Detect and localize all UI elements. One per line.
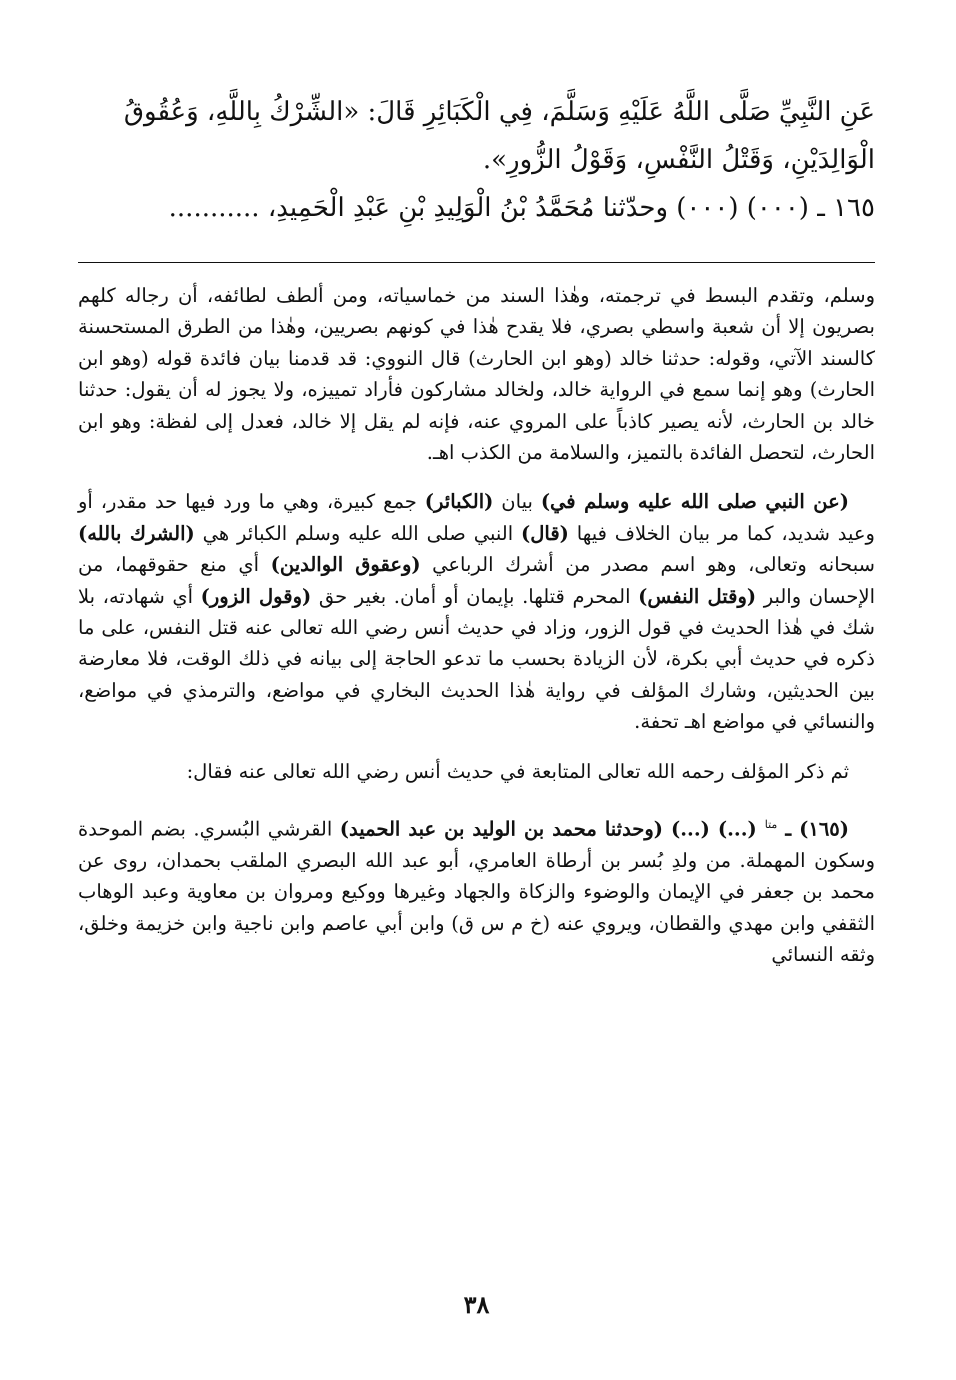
- footnote-divider: [78, 262, 875, 263]
- commentary-text: [78, 280, 875, 971]
- hadith-line-1: عَنِ النَّبِيِّ صَلَّى اللَّهُ عَلَيْهِ وَسَلَّمَ، فِي الْكَبَائِرِ قَالَ: «الشِّرْكُ بِاللَّهِ، وَعُقُوقُ: [123, 97, 875, 127]
- mutabaah-symbol: متا: [764, 818, 778, 832]
- commentary-paragraph-3: ثم ذكر المؤلف رحمه الله تعالى المتابعة في حديث أنس رضي الله تعالى عنه فقال:: [186, 759, 849, 783]
- commentary-paragraph-1: وسلم، وتقدم البسط في ترجمته، وهٰذا السند من خماسياته، ومن ألطف لطائفه، أن رجاله كلهم بصريون إلا أن شعبة واسطي بصري، فلا يقدح هٰذا في كونهم بصريين، وهٰذا من الطرق المستحسنة كالسند الآتي، وقوله: حدثنا خالد (وهو ابن الحارث) قال النووي: قد قدمنا بيان فائدة قوله (وهو ابن الحارث) وهو إنما سمع في الرواية خالد، ولخالد مشاركون فأراد تمييزه، ولا يجوز له أن يقول: حدثنا خالد بن الحارث، لأنه يصير كاذباً على المروي عنه، فإنه لم يقل إلا خالد، فعدل إلى لفظة: وهو ابن الحارث، لتحصل الفائدة بالتميز، والسلامة من الكذب اهـ.: [78, 284, 875, 465]
- commentary-paragraph-4: (١٦٥) ـ $^{متا}$ (...) (...) (وحدثنا محمد بن الوليد بن عبد الحميد) القرشي البُسري. بضم الموحدة وسكون المهملة. من ولدِ بُسر بن أرطاة العامري، أبو عبد الله البصري الملقب بحمدان، روى عن محمد بن جعفر في الإيمان والوضوء والزكاة والجهاد وغيرها ووكيع ومروان بن معاوية وعبد الوهاب الثقفي وابن مهدي والقطان، ويروي عنه (خ م س ق) وابن أبي عاصم وابن ناجية وابن خزيمة وخلق، وثقه النسائي: [78, 817, 875, 967]
- hadith-line-2: الْوَالِدَيْنِ، وَقَتْلُ النَّفْسِ، وَقَوْلُ الزُّورِ».: [482, 145, 875, 175]
- document-page: [78, 0, 875, 1380]
- hadith-text: [78, 88, 875, 232]
- page-number: ٣٨: [463, 1290, 490, 1319]
- hadith-chain-heading: ١٦٥ ـ (٠٠٠) (٠٠٠) وحدّثنا مُحَمَّدُ بْنُ الْوَلِيدِ بْنِ عَبْدِ الْحَمِيدِ،: [267, 193, 875, 223]
- hadith-line-3: [78, 184, 875, 232]
- commentary-paragraph-2: (عن النبي صلى الله عليه وسلم في) بيان (الكبائر) جمع كبيرة، وهي ما ورد فيها حد مقدر، أو وعيد شديد، كما مر بيان الخلاف فيها (قال) النبي صلى الله عليه وسلم الكبائر هي (الشرك بالله) سبحانه وتعالى، وهو اسم مصدر من أشرك الرباعي (وعقوق الوالدين) أي منع حقوقهما، من الإحسان والبر (وقتل النفس) المحرم قتلها. بإيمان أو أمان. بغير حق (وقول الزور) أي شهادته، بلا شك في هٰذا الحديث في قول الزور، وزاد في حديث أنس رضي الله تعالى عنه قتل النفس، على ما ذكره في حديث أبي بكرة، لأن الزيادة بحسب ما تدعو الحاجة إلى بيانه في ذلك الوقت، فلا معارضة بين الحديثين، وشارك المؤلف في رواية هٰذا الحديث البخاري في مواضع، والترمذي في مواضع، والنسائي في مواضع اهـ تحفة.: [78, 490, 875, 734]
- hadith-continuation-dots: ...........: [168, 193, 260, 223]
